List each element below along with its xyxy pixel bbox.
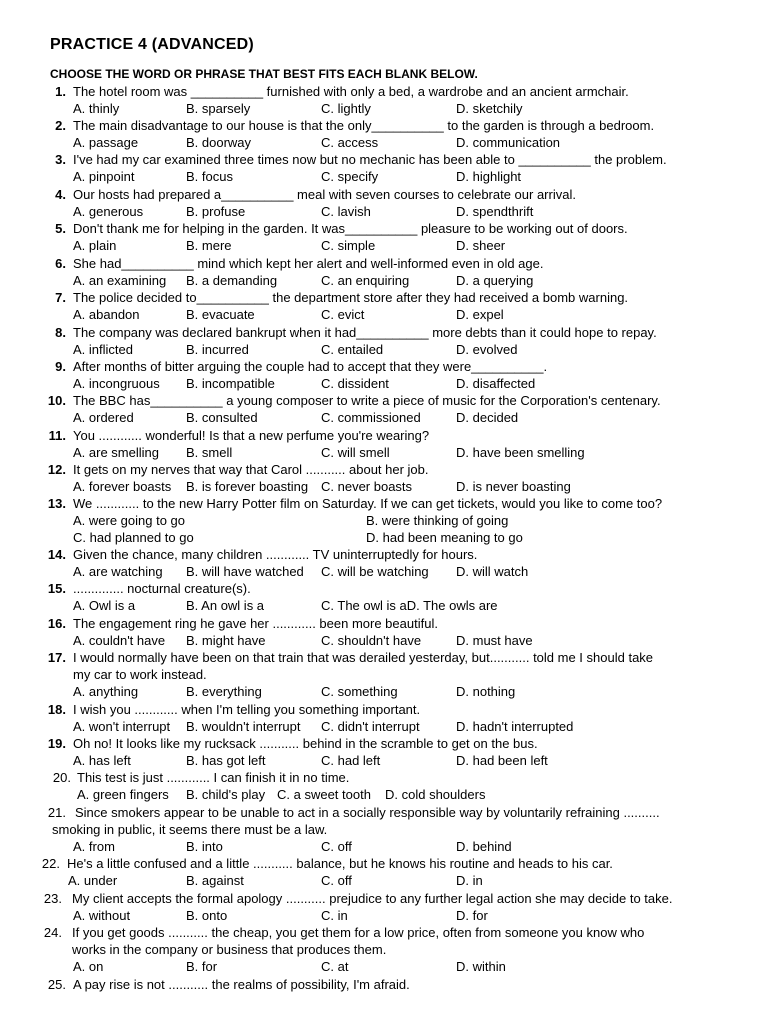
question-25 bbox=[0, 976, 768, 993]
question-number: 1. bbox=[55, 84, 66, 99]
answer-option-d: D. hadn't interrupted bbox=[456, 719, 574, 734]
question-number: 24. bbox=[43, 925, 62, 940]
answer-option-a: A. green fingers bbox=[77, 787, 169, 802]
question-number: 18. bbox=[47, 702, 66, 717]
question-17 bbox=[0, 649, 768, 700]
answer-options bbox=[0, 907, 768, 924]
question-text: You ............ wonderful! Is that a new perfume you're wearing? bbox=[73, 428, 430, 443]
answer-options bbox=[0, 786, 768, 803]
answer-option-b: B. onto bbox=[186, 908, 228, 923]
answer-option-d: D. expel bbox=[456, 307, 504, 322]
answer-option-a: A. an examining bbox=[73, 273, 167, 288]
answer-option-d: D. nothing bbox=[456, 684, 516, 699]
question-number: 14. bbox=[47, 547, 66, 562]
question-text: This test is just ............ I can finish it in no time. bbox=[77, 770, 350, 785]
question-6 bbox=[0, 255, 768, 289]
question-number: 3. bbox=[55, 152, 66, 167]
answer-options bbox=[0, 444, 768, 461]
question-text: Don't thank me for helping in the garden. It was__________ pleasure to be working out of doors. bbox=[73, 221, 628, 236]
question-2 bbox=[0, 117, 768, 151]
answer-option-b: B. into bbox=[186, 839, 223, 854]
answer-option-a: A. are watching bbox=[73, 564, 163, 579]
answer-option-a: A. inflicted bbox=[73, 342, 133, 357]
answer-option-d: D. had been meaning to go bbox=[366, 530, 523, 545]
answer-options bbox=[0, 478, 768, 495]
question-number: 16. bbox=[47, 616, 66, 631]
answer-option-c: C. evict bbox=[321, 307, 365, 322]
page-title: PRACTICE 4 (ADVANCED) bbox=[50, 36, 254, 53]
answer-option-a: A. forever boasts bbox=[73, 479, 172, 494]
answer-options bbox=[0, 203, 768, 220]
answer-option-c: C. entailed bbox=[321, 342, 384, 357]
answer-option-a: A. generous bbox=[73, 204, 144, 219]
answer-option-d: D. evolved bbox=[456, 342, 518, 357]
answer-options bbox=[0, 100, 768, 117]
answer-options bbox=[0, 718, 768, 735]
answer-options bbox=[0, 529, 768, 546]
answer-options bbox=[0, 237, 768, 254]
question-number: 21. bbox=[47, 805, 66, 820]
answer-option-b: B. smell bbox=[186, 445, 233, 460]
answer-option-d: D. highlight bbox=[456, 169, 522, 184]
answer-option-a: A. anything bbox=[73, 684, 139, 699]
question-3 bbox=[0, 151, 768, 185]
question-number: 20. bbox=[52, 770, 71, 785]
answer-option-a: A. from bbox=[73, 839, 115, 854]
answer-option-d: D. disaffected bbox=[456, 376, 536, 391]
answer-option-a: A. were going to go bbox=[73, 513, 186, 528]
question-text: The BBC has__________ a young composer to write a piece of music for the Corporation's centenary. bbox=[73, 393, 661, 408]
answer-option-d: D. within bbox=[456, 959, 506, 974]
question-4 bbox=[0, 186, 768, 220]
answer-option-d: D. is never boasting bbox=[456, 479, 571, 494]
question-number: 12. bbox=[47, 462, 66, 477]
answer-option-c: C. at bbox=[321, 959, 349, 974]
answer-option-d: D. cold shoulders bbox=[385, 787, 486, 802]
answer-option-a: A. are smelling bbox=[73, 445, 159, 460]
question-21 bbox=[0, 804, 768, 855]
question-text: He's a little confused and a little ........... balance, but he knows his routine and heads to his car. bbox=[67, 856, 613, 871]
question-text: It gets on my nerves that way that Carol ........... about her job. bbox=[73, 462, 429, 477]
answer-option-b: B. will have watched bbox=[186, 564, 304, 579]
question-text: The engagement ring he gave her ............ been more beautiful. bbox=[73, 616, 438, 631]
answer-options bbox=[0, 272, 768, 289]
question-text-continued: works in the company or business that produces them. bbox=[72, 942, 387, 957]
question-8 bbox=[0, 324, 768, 358]
answer-option-b: B. doorway bbox=[186, 135, 252, 150]
answer-option-c: C. never boasts bbox=[321, 479, 413, 494]
answer-option-b: B. evacuate bbox=[186, 307, 255, 322]
answer-option-a: A. under bbox=[68, 873, 118, 888]
answer-options bbox=[0, 512, 768, 529]
question-number: 13. bbox=[47, 496, 66, 511]
answer-option-d: D. must have bbox=[456, 633, 533, 648]
answer-option-c: C. a sweet tooth bbox=[277, 787, 371, 802]
answer-option-c: C. will be watching bbox=[321, 564, 429, 579]
question-number: 25. bbox=[47, 977, 66, 992]
answer-options bbox=[0, 872, 768, 889]
answer-option-b: B. sparsely bbox=[186, 101, 251, 116]
question-5 bbox=[0, 220, 768, 254]
question-number: 9. bbox=[55, 359, 66, 374]
question-text: .............. nocturnal creature(s). bbox=[73, 581, 251, 596]
answer-options bbox=[0, 563, 768, 580]
answer-option-c: C. access bbox=[321, 135, 379, 150]
question-12 bbox=[0, 461, 768, 495]
question-number: 10. bbox=[47, 393, 66, 408]
answer-option-c: C. will smell bbox=[321, 445, 390, 460]
question-24 bbox=[0, 924, 768, 975]
answer-option-b: B. child's play bbox=[186, 787, 266, 802]
question-number: 6. bbox=[55, 256, 66, 271]
question-number: 15. bbox=[47, 581, 66, 596]
answer-option-b: B. consulted bbox=[186, 410, 258, 425]
answer-option-a: A. incongruous bbox=[73, 376, 160, 391]
question-text: Our hosts had prepared a__________ meal with seven courses to celebrate our arrival. bbox=[73, 187, 576, 202]
answer-option-c: C. lightly bbox=[321, 101, 371, 116]
answer-option-d: D. sketchily bbox=[456, 101, 523, 116]
answer-option-b: B. against bbox=[186, 873, 244, 888]
answer-option-b: B. incompatible bbox=[186, 376, 275, 391]
answer-option-a: A. plain bbox=[73, 238, 117, 253]
answer-option-a: A. couldn't have bbox=[73, 633, 166, 648]
question-number: 17. bbox=[47, 650, 66, 665]
answer-option-a: A. on bbox=[73, 959, 104, 974]
answer-option-d: D. had been left bbox=[456, 753, 548, 768]
answer-option-d: D. spendthrift bbox=[456, 204, 534, 219]
answer-option-d: D. have been smelling bbox=[456, 445, 585, 460]
question-number: 22. bbox=[41, 856, 60, 871]
answer-option-b: B. might have bbox=[186, 633, 266, 648]
question-23 bbox=[0, 890, 768, 924]
question-text: I wish you ............ when I'm telling you something important. bbox=[73, 702, 421, 717]
question-13 bbox=[0, 495, 768, 546]
answer-option-b: B. a demanding bbox=[186, 273, 278, 288]
answer-options bbox=[0, 306, 768, 323]
question-text: I would normally have been on that train that was derailed yesterday, but........... told me I should take bbox=[73, 650, 654, 665]
answer-option-a: A. thinly bbox=[73, 101, 120, 116]
question-1 bbox=[0, 83, 768, 117]
answer-options bbox=[0, 409, 768, 426]
answer-option-a: A. won't interrupt bbox=[73, 719, 171, 734]
question-7 bbox=[0, 289, 768, 323]
answer-option-d: D. behind bbox=[456, 839, 512, 854]
question-text: After months of bitter arguing the couple had to accept that they were__________. bbox=[73, 359, 548, 374]
answer-option-a: A. pinpoint bbox=[73, 169, 135, 184]
answer-option-c: C. something bbox=[321, 684, 398, 699]
answer-options bbox=[0, 134, 768, 151]
question-text: Since smokers appear to be unable to act in a socially responsible way by voluntarily refraining .......... bbox=[75, 805, 660, 820]
answer-option-d: D. sheer bbox=[456, 238, 506, 253]
question-text: The main disadvantage to our house is that the only__________ to the garden is through a bedroom. bbox=[73, 118, 655, 133]
answer-option-b: B. wouldn't interrupt bbox=[186, 719, 301, 734]
question-text-continued: smoking in public, it seems there must be a law. bbox=[52, 822, 328, 837]
answer-option-a: A. abandon bbox=[73, 307, 140, 322]
answer-option-c: C. shouldn't have bbox=[321, 633, 422, 648]
answer-option-a: A. ordered bbox=[73, 410, 134, 425]
question-text: The police decided to__________ the department store after they had received a bomb warning. bbox=[73, 290, 629, 305]
answer-option-d: D. will watch bbox=[456, 564, 529, 579]
answer-option-a: A. Owl is a bbox=[73, 598, 136, 613]
question-14 bbox=[0, 546, 768, 580]
question-number: 11. bbox=[48, 428, 66, 443]
question-text: Oh no! It looks like my rucksack ........... behind in the scramble to get on the bus. bbox=[73, 736, 538, 751]
answer-option-b: B. is forever boasting bbox=[186, 479, 309, 494]
question-number: 7. bbox=[55, 290, 66, 305]
question-number: 23. bbox=[43, 891, 62, 906]
question-number: 8. bbox=[55, 325, 66, 340]
question-text: We ............ to the new Harry Potter film on Saturday. If we can get tickets, would you like to come too? bbox=[73, 496, 663, 511]
answer-options bbox=[0, 752, 768, 769]
question-text: If you get goods ........... the cheap, you get them for a low price, often from someone you know who bbox=[72, 925, 645, 940]
answer-option-b: B. mere bbox=[186, 238, 232, 253]
answer-option-b: B. for bbox=[186, 959, 218, 974]
answer-option-c: C. lavish bbox=[321, 204, 371, 219]
answer-option-a: A. passage bbox=[73, 135, 139, 150]
answer-option-c: C. an enquiring bbox=[321, 273, 410, 288]
answer-option-c: C. in bbox=[321, 908, 348, 923]
answer-option-d: D. for bbox=[456, 908, 488, 923]
answer-option-b: B. were thinking of going bbox=[366, 513, 509, 528]
question-9 bbox=[0, 358, 768, 392]
question-number: 19. bbox=[47, 736, 66, 751]
answer-option-c: C. had planned to go bbox=[73, 530, 194, 545]
question-text: Given the chance, many children ............ TV uninterruptedly for hours. bbox=[73, 547, 478, 562]
answer-option-b: B. profuse bbox=[186, 204, 246, 219]
answer-option-b: B. focus bbox=[186, 169, 233, 184]
answer-options bbox=[0, 597, 768, 614]
question-text-continued: my car to work instead. bbox=[73, 667, 207, 682]
question-20 bbox=[0, 769, 768, 803]
question-text: I've had my car examined three times now but no mechanic has been able to __________ the problem. bbox=[73, 152, 667, 167]
answer-option-c: C. off bbox=[321, 839, 352, 854]
answer-option-c: C. The owl is aD. The owls are bbox=[321, 598, 498, 613]
answer-option-b: B. everything bbox=[186, 684, 262, 699]
answer-option-c: C. simple bbox=[321, 238, 376, 253]
answer-option-c: C. off bbox=[321, 873, 352, 888]
answer-option-b: B. has got left bbox=[186, 753, 266, 768]
answer-option-d: D. in bbox=[456, 873, 483, 888]
answer-options bbox=[0, 341, 768, 358]
question-text: A pay rise is not ........... the realms of possibility, I'm afraid. bbox=[73, 977, 410, 992]
answer-option-a: A. without bbox=[73, 908, 131, 923]
answer-option-b: B. An owl is a bbox=[186, 598, 265, 613]
question-19 bbox=[0, 735, 768, 769]
question-22 bbox=[0, 855, 768, 889]
question-16 bbox=[0, 615, 768, 649]
answer-options bbox=[0, 168, 768, 185]
answer-option-c: C. dissident bbox=[321, 376, 389, 391]
question-text: The hotel room was __________ furnished with only a bed, a wardrobe and an ancient armchair. bbox=[73, 84, 629, 99]
answer-option-c: C. had left bbox=[321, 753, 381, 768]
answer-options bbox=[0, 683, 768, 700]
question-number: 4. bbox=[55, 187, 66, 202]
answer-options bbox=[0, 958, 768, 975]
question-15 bbox=[0, 580, 768, 614]
question-10 bbox=[0, 392, 768, 426]
instructions: CHOOSE THE WORD OR PHRASE THAT BEST FITS EACH BLANK BELOW. bbox=[50, 67, 478, 81]
answer-option-d: D. communication bbox=[456, 135, 561, 150]
answer-options bbox=[0, 838, 768, 855]
answer-option-d: D. a querying bbox=[456, 273, 534, 288]
question-text: My client accepts the formal apology ........... prejudice to any further legal action she may decide to take. bbox=[72, 891, 673, 906]
answer-option-b: B. incurred bbox=[186, 342, 249, 357]
answer-option-c: C. commissioned bbox=[321, 410, 421, 425]
question-number: 2. bbox=[55, 118, 66, 133]
answer-option-d: D. decided bbox=[456, 410, 519, 425]
question-text: She had__________ mind which kept her alert and well-informed even in old age. bbox=[73, 256, 544, 271]
answer-option-c: C. specify bbox=[321, 169, 379, 184]
question-number: 5. bbox=[55, 221, 66, 236]
answer-option-a: A. has left bbox=[73, 753, 131, 768]
question-18 bbox=[0, 701, 768, 735]
answer-options bbox=[0, 632, 768, 649]
question-11 bbox=[0, 427, 768, 461]
question-text: The company was declared bankrupt when it had__________ more debts than it could hope to repay. bbox=[73, 325, 657, 340]
answer-options bbox=[0, 375, 768, 392]
answer-option-c: C. didn't interrupt bbox=[321, 719, 420, 734]
